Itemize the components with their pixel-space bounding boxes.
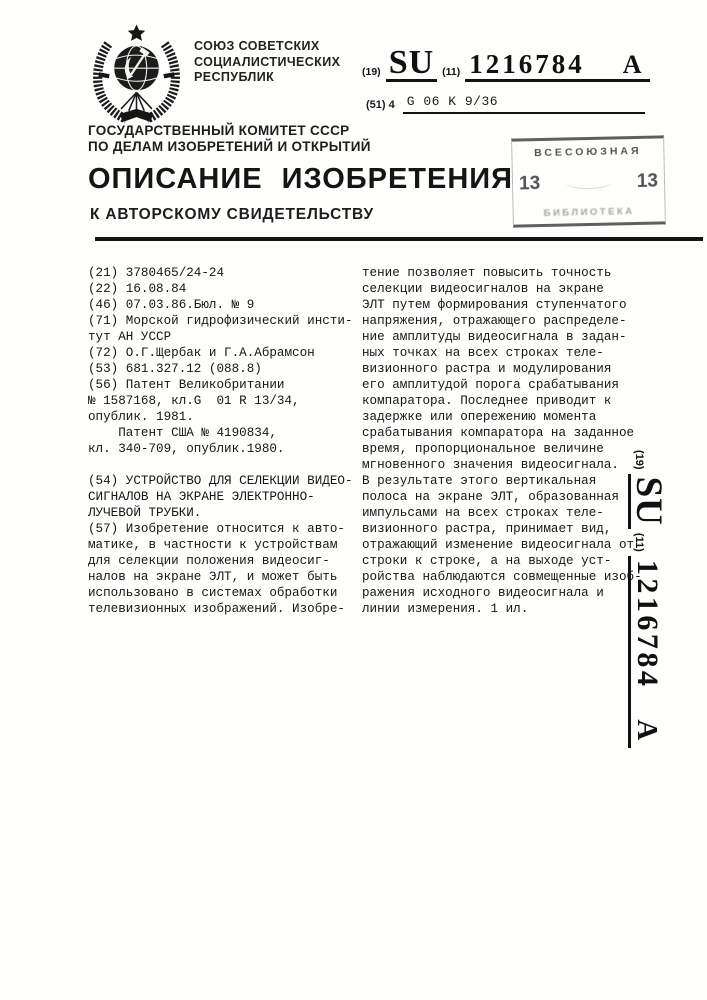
- page-subtitle: К АВТОРСКОМУ СВИДЕТЕЛЬСТВУ: [90, 206, 374, 223]
- doc-number: 1216784: [469, 49, 585, 79]
- vertical-publication-number: [628, 450, 700, 750]
- doc-number-group-vertical: [628, 556, 664, 748]
- left-column-text: (21) 3780465/24-24 (22) 16.08.84 (46) 07.03.86.Бюл. № 9 (71) Морской гидрофизический инсти- тут АН УССР (72) О.Г.Щербак и Г.А.Абрамсон (53) 681.327.12 (088.8) (56) Патент Великобритании № 1587168, кл.G 01 R 13/34, опублик. 1981. Патент США № 4190834, кл. 340-709, опублик.1980. (54) УСТРОЙСТВО ДЛЯ СЕЛЕКЦИИ ВИДЕО- СИГНАЛОВ НА ЭКРАНЕ ЭЛЕКТРОННО- ЛУЧЕВОЙ ТРУБКИ. (57) Изобретение относится к авто- матике, в частности к устройствам для селекции положения видеосиг- налов на экране ЭЛТ, и может быть использовано в системах обработки телевизионных изображений. Изобре-: [88, 266, 353, 616]
- inid-code-19: (19): [362, 66, 381, 78]
- doc-number-group: [465, 51, 649, 82]
- soviet-emblem-icon: [88, 23, 185, 125]
- inid-code-19-vertical: (19): [633, 450, 645, 470]
- header-divider: [95, 237, 703, 241]
- committee-name: ГОСУДАРСТВЕННЫЙ КОМИТЕТ СССР ПО ДЕЛАМ ИЗОБРЕТЕНИЙ И ОТКРЫТИЙ: [88, 123, 371, 154]
- union-name: СОЮЗ СОВЕТСКИХ СОЦИАЛИСТИЧЕСКИХ РЕСПУБЛИК: [194, 39, 341, 84]
- right-column-text: тение позволяет повысить точность селекции видеосигналов на экране ЭЛТ путем формирования ступенчатого напряжения, отражающего распределе- ние амплитуды видеосигнала в задан- ных точках на всех строках теле- визионного растра и модулирования его амплитудой порога срабатывания компаратора. Последнее приводит к задержке или опережению момента срабатывания компаратора на заданное время, пропорциональное величине мгновенного значения видеосигнала. В результате этого вертикальная полоса на экране ЭЛТ, образованная импульсами на всех строках теле- визионного растра, принимает вид, отражающий изменение видеосигнала от строки к строке, а на выходе уст- ройства наблюдаются совмещенные изоб- ражения исходного видеосигнала и линии измерения. 1 ил.: [362, 266, 642, 616]
- kind-code-vertical: A: [631, 719, 663, 741]
- inid-code-11: (11): [442, 66, 461, 78]
- stamp-bottom-text: БИБЛИОТЕКА: [543, 206, 635, 219]
- inid-code-51: (51) 4: [366, 99, 395, 111]
- stamp-handwriting: [565, 176, 611, 190]
- stamp-number-right: 13: [636, 170, 659, 192]
- library-stamp: [511, 135, 666, 227]
- kind-code: A: [622, 50, 642, 79]
- stamp-middle-row: [519, 170, 658, 195]
- ipc-classification-line: [366, 94, 645, 114]
- country-code: SU: [386, 48, 437, 82]
- ipc-class: G 06 K 9/36: [403, 94, 645, 114]
- doc-number-vertical: 1216784: [631, 559, 664, 690]
- country-code-vertical: SU: [628, 474, 665, 529]
- inid-code-11-vertical: (11): [633, 532, 645, 552]
- stamp-top-text: ВСЕСОЮЗНАЯ: [534, 144, 642, 160]
- stamp-number-left: 13: [518, 172, 541, 194]
- publication-number-line: [362, 44, 650, 82]
- page-title: ОПИСАНИЕ ИЗОБРЕТЕНИЯ: [88, 163, 513, 195]
